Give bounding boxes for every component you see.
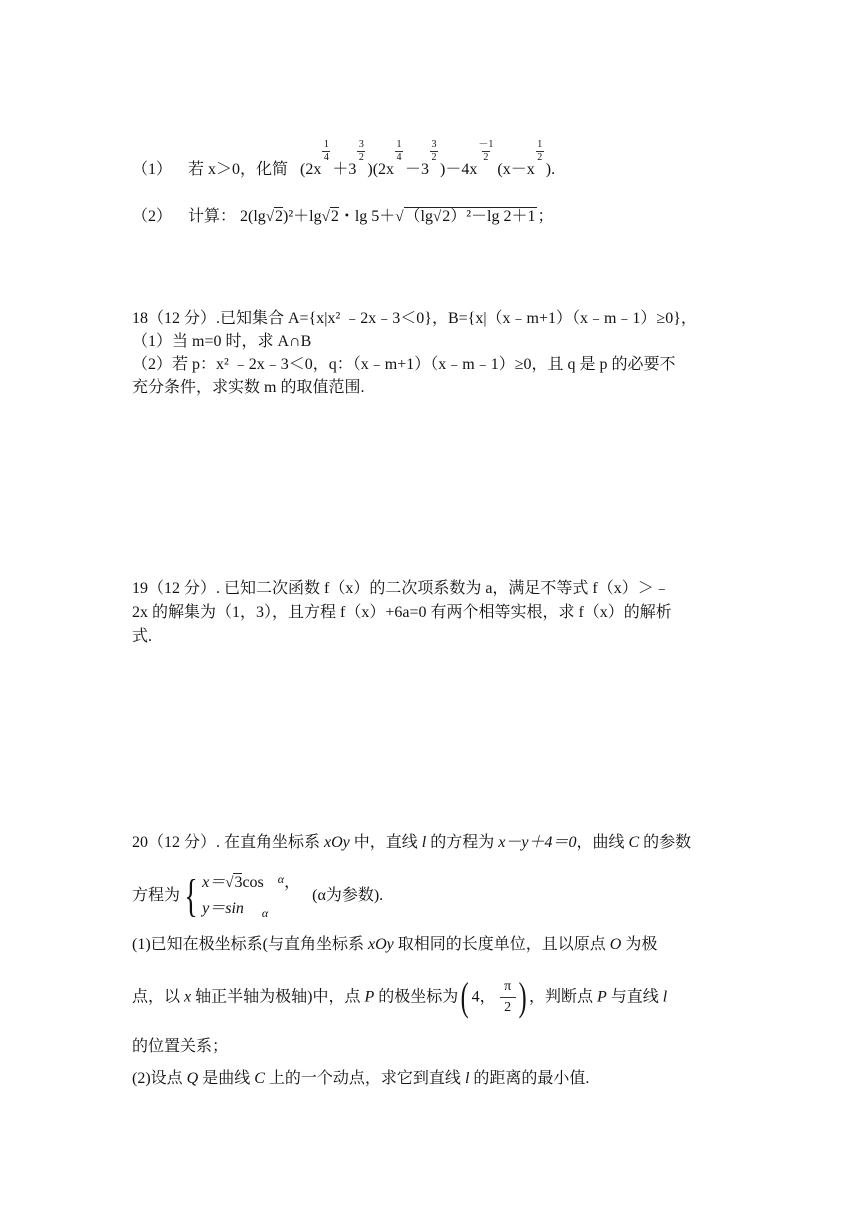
q18-line4: 充分条件，求实数 m 的取值范围.: [132, 379, 365, 396]
exponent-1-4b: 1 4: [396, 139, 402, 163]
big-sqrt-content: （lg√2）²－lg 2＋1: [404, 208, 536, 225]
q19-line3: 式.: [132, 628, 153, 645]
q17-part1: [132, 140, 555, 181]
q20-line1: 20（12 分）. 在直角坐标系 xOy 中，直线 l 的方程为 x－y＋4＝0，曲线 C 的参数: [132, 834, 692, 851]
q19-line1: 19（12 分）. 已知二次函数 f（x）的二次项系数为 a，满足不等式 f（x）＞﹣: [132, 580, 670, 597]
equation-system: x＝√3cos $^\alpha$， y＝sin $_\alpha$: [202, 872, 301, 920]
right-paren: ): [518, 974, 527, 1020]
expr-tail: (x－x: [497, 161, 535, 178]
q17-part2-expression: 2(lg√2)²＋lg√2・lg 5＋√（lg√2）²－lg 2＋1 ；: [240, 208, 554, 225]
expr-minus4x: )－4x: [440, 161, 478, 178]
expr-mid: )(2x: [367, 161, 395, 178]
exponent-1-2: 1 2: [537, 139, 543, 163]
exponent-3-2: 3 2: [358, 139, 364, 163]
expr-plus3: ＋3: [332, 161, 357, 178]
q20-parametric-equation: 方程为{ x＝√3cos $^\alpha$， y＝sin $_\alpha$ (α为参数).: [132, 866, 383, 922]
expr-minus3: －3: [405, 161, 430, 178]
q17-part1-expression: [300, 139, 556, 178]
q18-line1: 18（12 分）.已知集合 A={x|x² ﹣2x﹣3＜0}，B={x|（x﹣m+1）（x﹣m﹣1）≥0}，: [132, 310, 697, 327]
polar-angle-fraction: $\frac{\pi}{2}$: [500, 977, 516, 1018]
q18-line3: （2）若 p：x² ﹣2x﹣3＜0，q：（x﹣m+1）（x﹣m﹣1）≥0，且 q 是 p 的必要不: [132, 356, 676, 373]
q20-part1-line1: (1)已知在极坐标系(与直角坐标系 xOy 取相同的长度单位，且以原点 O 为极: [132, 936, 658, 953]
exponent-3-2b: 3 2: [431, 139, 437, 163]
big-sqrt-sign: √: [395, 209, 404, 225]
sqrt-sign: √: [321, 209, 330, 225]
q17-part2-text: 计算：: [188, 208, 237, 225]
expr-end: ).: [545, 161, 556, 178]
q20-part1-line2: 点，以 x 轴正半轴为极轴)中，点 P 的极坐标为( 4， $\frac{\pi}{2}$ ) ，判断点 P 与直线 l: [132, 974, 668, 1020]
polar-radius: 4，: [471, 988, 496, 1006]
exponent-neg-1-2: －1 2: [478, 139, 494, 163]
q17-part2: [132, 206, 554, 228]
exponent-1-4: 1 4: [323, 139, 329, 163]
expr-open: (2x: [300, 161, 322, 178]
sqrt-sign: √: [265, 209, 275, 225]
q18-line2: （1）当 m=0 时，求 A∩B: [132, 333, 312, 350]
q17-part1-label: （1）: [132, 161, 173, 178]
left-paren: (: [460, 974, 469, 1020]
q20-part2: (2)设点 Q 是曲线 C 上的一个动点，求它到直线 l 的距离的最小值.: [132, 1070, 590, 1087]
q17-part1-text: 若 x＞0，化简: [188, 161, 289, 178]
q17-part2-label: （2）: [132, 208, 173, 225]
q19-line2: 2x 的解集为（1，3），且方程 f（x）+6a=0 有两个相等实根，求 f（x）的解析: [132, 604, 672, 621]
left-brace: {: [184, 870, 198, 921]
q20-part1-line3: 的位置关系；: [132, 1038, 229, 1055]
